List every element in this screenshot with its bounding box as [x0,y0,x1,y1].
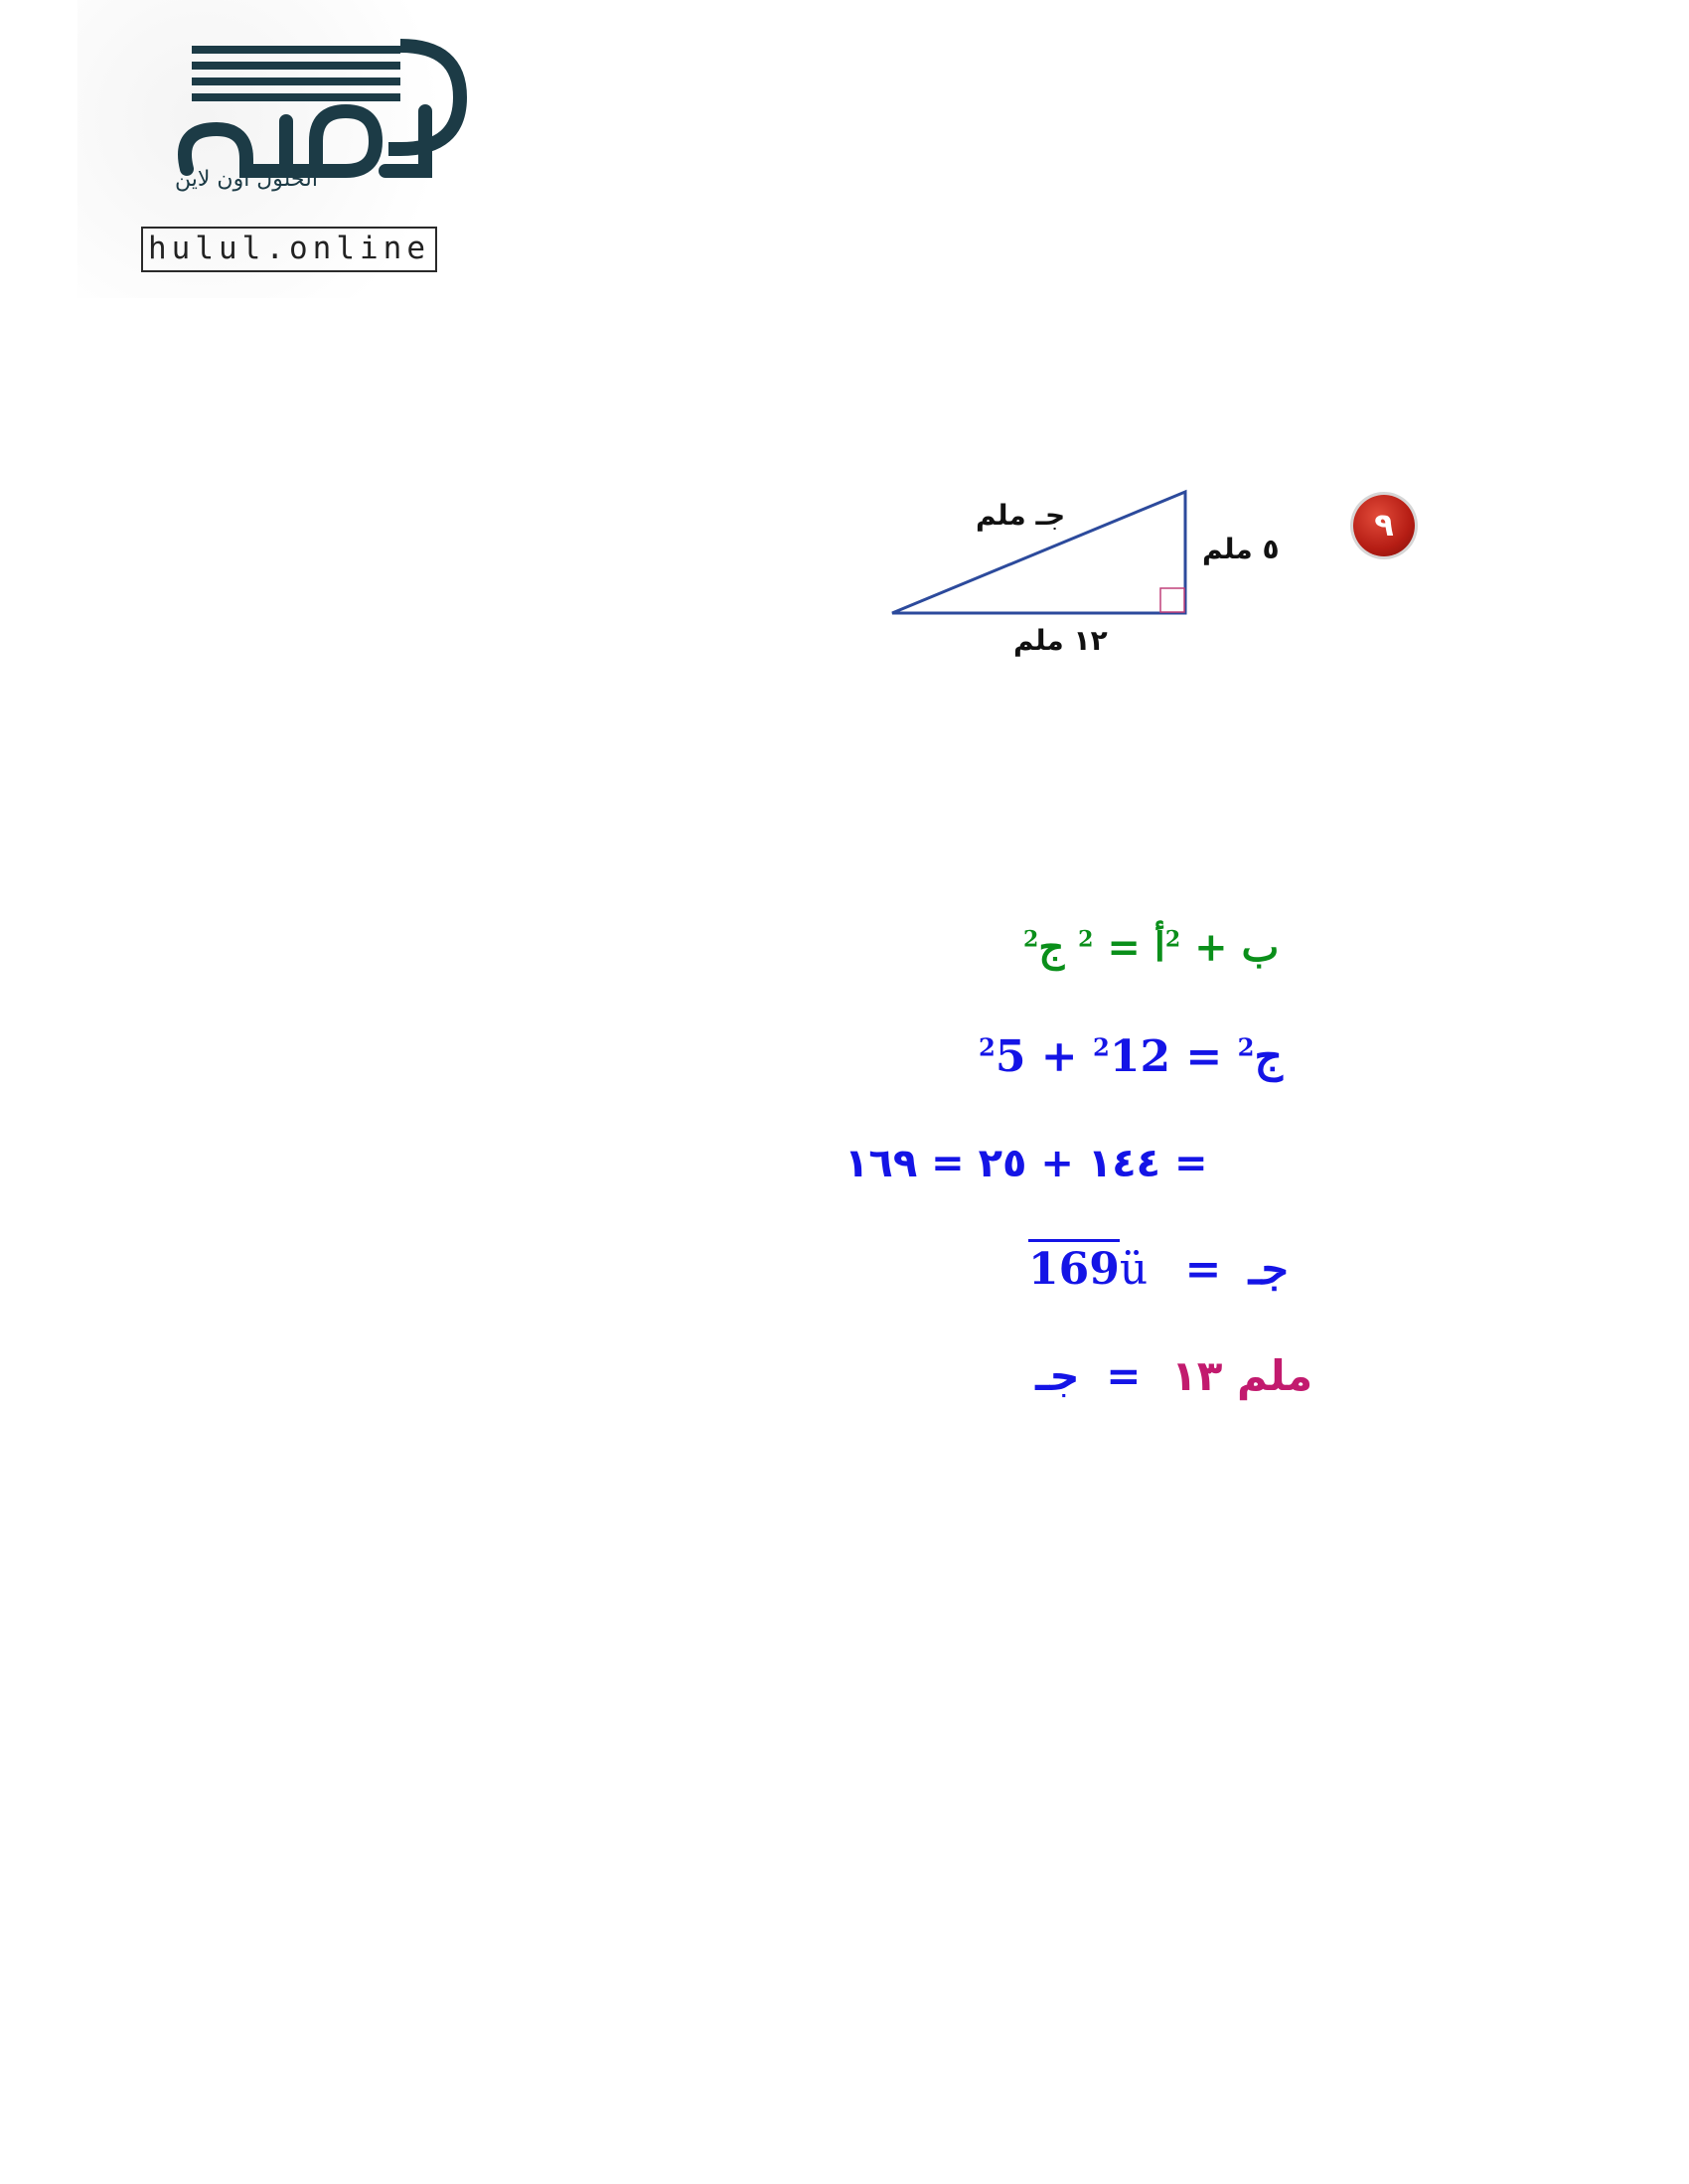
hulul-logo-mark [77,0,495,229]
right-triangle-diagram [874,477,1431,696]
c-term: جـ [1248,1244,1289,1295]
question-number-badge: ٩ [1353,495,1415,556]
answer-line [1023,1351,1312,1400]
radical-symbol: ü [1119,1244,1149,1295]
twelve-squared: $^2$12 [1093,1031,1171,1082]
triangle-figure [874,477,1431,696]
equals-sign: = [1184,1244,1222,1295]
b-term: $^2$ ب [1023,924,1280,971]
horizontal-side-label: ١٢ ملم [1013,624,1108,657]
equals-sign: = [1106,1351,1142,1400]
vertical-side-label: ٥ ملم [1202,533,1280,565]
c-squared: $^2$ج [1237,1031,1283,1082]
radicand: 169 [1028,1239,1120,1295]
right-angle-marker [1160,588,1184,612]
calculation-line: = ١٤٤ + ٢٥ = ١٦٩ [844,1141,1208,1186]
equals-sign: = [1185,1031,1223,1082]
c-term: $^2$ ج [1038,924,1094,971]
substitution-line [979,1031,1283,1082]
plus-sign: + [1040,1031,1078,1082]
hypotenuse-label: جـ ملم [976,499,1066,532]
hulul-logo [77,0,495,298]
logo-url: hulul.online [141,227,437,272]
c-term: جـ [1035,1351,1080,1400]
answer-unit: ملم [1236,1351,1313,1400]
a-term: $^2$أ [1153,924,1181,971]
square-root-line [1028,1244,1289,1295]
equals-sign: = [1107,924,1141,971]
plus-sign: + [1194,924,1228,971]
answer-value: ١٣ [1171,1351,1223,1400]
pythagoras-formula [1023,924,1279,971]
five-squared: $^2$5 [979,1031,1026,1082]
logo-brand-text: الحلول اون لاين [175,167,318,192]
